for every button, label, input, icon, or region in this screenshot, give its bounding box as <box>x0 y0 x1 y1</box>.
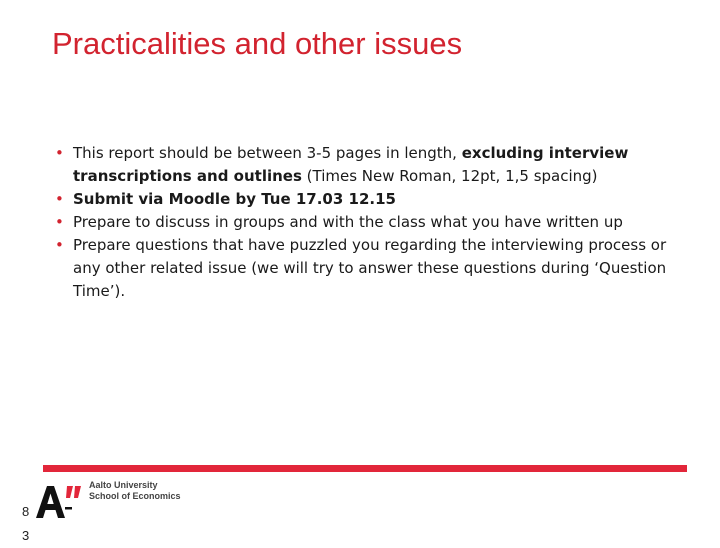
logo-line-school: School of Economics <box>89 491 181 501</box>
bullet-item <box>55 234 675 303</box>
footer-rule <box>43 465 687 472</box>
bullet-item <box>55 188 675 211</box>
slide-number: 83 <box>22 504 30 543</box>
bullet-bold-text: excluding interview transcriptions and outlines <box>73 144 629 185</box>
bullet-bold-text: Submit via Moodle by Tue 17.03 12.15 <box>73 190 396 208</box>
bullet-dot: • <box>55 144 64 162</box>
bullet-text: Prepare questions that have puzzled you regarding the interviewing process or any other related issue (we will try to answer these questions during ‘Question Time’). <box>73 236 667 300</box>
bullet-text: This report should be between 3-5 pages in length, <box>73 144 462 162</box>
bullet-dot: • <box>55 190 64 208</box>
aalto-logo-icon <box>34 478 84 520</box>
bullet-list <box>55 142 675 303</box>
bullet-dot: • <box>55 213 64 231</box>
bullet-item <box>55 142 675 188</box>
logo-wordmark <box>89 480 181 502</box>
bullet-text: Prepare to discuss in groups and with the class what you have written up <box>73 213 623 231</box>
slide-title: Practicalities and other issues <box>52 26 463 61</box>
bullet-text: (Times New Roman, 12pt, 1,5 spacing) <box>301 167 598 185</box>
bullet-dot: • <box>55 236 64 254</box>
logo-line-university: Aalto University <box>89 480 158 490</box>
bullet-item <box>55 211 675 234</box>
